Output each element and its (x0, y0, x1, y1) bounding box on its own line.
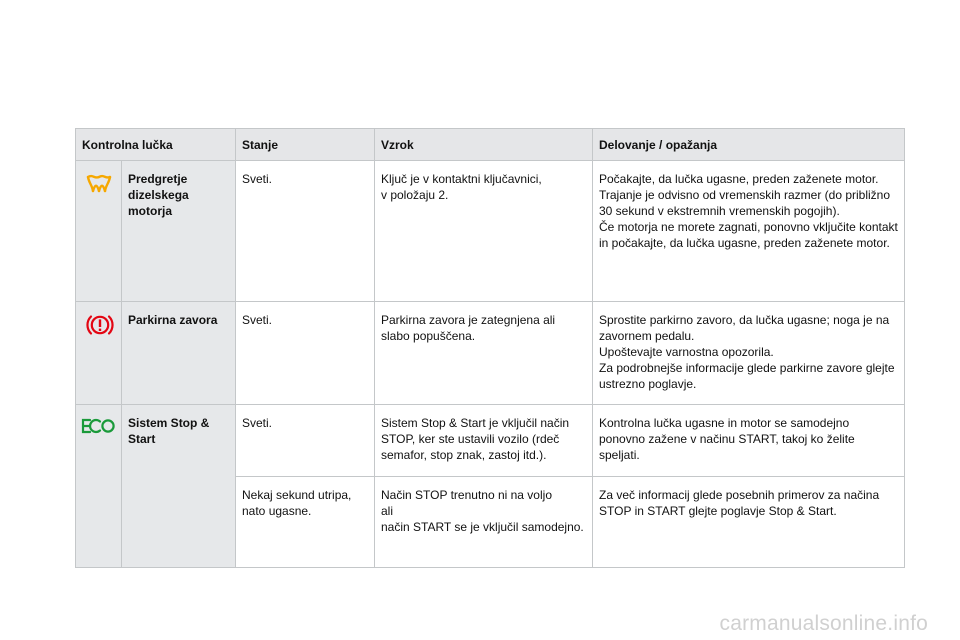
indicator-name: Parkirna zavora (122, 302, 236, 405)
cause-text: Parkirna zavora je zategnjena ali slabo popuščena. (375, 302, 593, 405)
header-indicator: Kontrolna lučka (76, 129, 236, 161)
indicator-name: Sistem Stop & Start (122, 405, 236, 568)
glow-plug-icon (86, 173, 112, 193)
header-action: Delovanje / opažanja (593, 129, 905, 161)
state-text: Nekaj sekund utripa, nato ugasne. (236, 477, 375, 568)
table-row (76, 302, 905, 405)
warning-lights-table (75, 128, 905, 568)
cause-text: Ključ je v kontaktni ključavnici, v položaju 2. (375, 161, 593, 302)
action-text: Počakajte, da lučka ugasne, preden zaženete motor. Trajanje je odvisno od vremenskih razmer (do približno 30 sekund v ekstremnih vremenskih pogojih). Če motorja ne morete zagnati, ponovno vključite kontakt in počakajte, da lučka ugasne, preden zaženete motor. (593, 161, 905, 302)
eco-icon (81, 417, 115, 435)
parking-brake-icon (86, 312, 114, 338)
table-row (76, 405, 905, 477)
indicator-icon-cell (76, 161, 122, 302)
state-text: Sveti. (236, 302, 375, 405)
watermark: carmanualsonline.info (719, 612, 928, 635)
action-text: Kontrolna lučka ugasne in motor se samodejno ponovno zažene v načinu START, takoj ko želite speljati. (593, 405, 905, 477)
action-text: Za več informacij glede posebnih primerov za načina STOP in START glejte poglavje Stop & Start. (593, 477, 905, 568)
header-state: Stanje (236, 129, 375, 161)
table-row (76, 161, 905, 302)
indicator-icon-cell (76, 302, 122, 405)
state-text: Sveti. (236, 405, 375, 477)
indicator-name: Predgretje dizelskega motorja (122, 161, 236, 302)
cause-text: Način STOP trenutno ni na voljo ali način START se je vključil samodejno. (375, 477, 593, 568)
state-text: Sveti. (236, 161, 375, 302)
header-cause: Vzrok (375, 129, 593, 161)
table-header-row (76, 129, 905, 161)
cause-text: Sistem Stop & Start je vključil način STOP, ker ste ustavili vozilo (rdeč semafor, stop znak, zastoj itd.). (375, 405, 593, 477)
action-text: Sprostite parkirno zavoro, da lučka ugasne; noga je na zavornem pedalu. Upoštevajte varnostna opozorila. Za podrobnejše informacije glede parkirne zavore glejte ustrezno poglavje. (593, 302, 905, 405)
indicator-icon-cell (76, 405, 122, 568)
